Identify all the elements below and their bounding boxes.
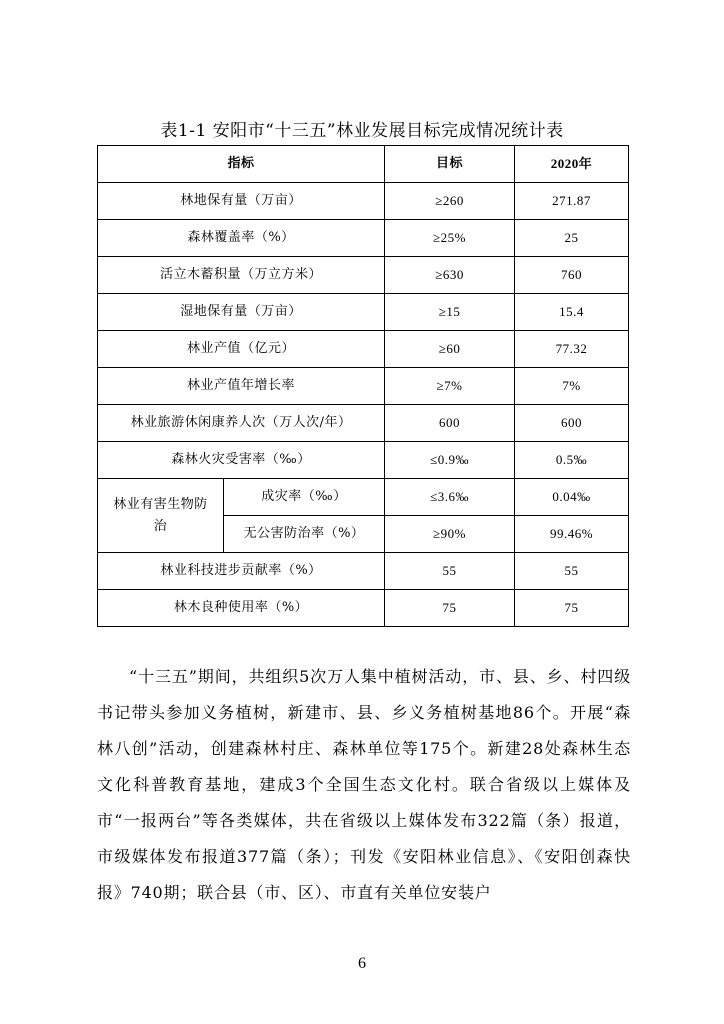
indicator-cell: 林地保有量（万亩） (98, 183, 385, 220)
table-header-row (98, 146, 629, 183)
target-cell: ≥90% (385, 516, 515, 553)
target-cell: ≥260 (385, 183, 515, 220)
table-row (98, 331, 629, 368)
indicator-cell: 森林覆盖率（%） (98, 220, 385, 257)
actual-cell: 25 (515, 220, 629, 257)
actual-cell: 99.46% (515, 516, 629, 553)
indicator-cell: 林业产值年增长率 (98, 368, 385, 405)
target-cell: ≥15 (385, 294, 515, 331)
target-cell: ≤3.6‰ (385, 479, 515, 516)
actual-cell: 600 (515, 405, 629, 442)
target-cell: ≥60 (385, 331, 515, 368)
indicator-cell: 林业旅游休闲康养人次（万人次/年） (98, 405, 385, 442)
header-2020: 2020年 (515, 146, 629, 183)
body-paragraph: “十三五”期间，共组织5次万人集中植树活动，市、县、乡、村四级书记带头参加义务植树，新建市、县、乡义务植树基地86个。开展“森林八创”活动，创建森林村庄、森林单位等175个。新建28处森林生态文化科普教育基地，建成3个全国生态文化村。联合省级以上媒体及市“一报两台”等各类媒体，共在省级以上媒体发布322篇（条）报道，市级媒体发布报道377篇（条）；刊发《安阳林业信息》、《安阳创森快报》740期；联合县（市、区）、市直有关单位安装户 (97, 667, 631, 902)
actual-cell: 55 (515, 553, 629, 590)
group-label-cell: 林业有害生物防治 (98, 479, 224, 553)
forestry-stats-table (97, 145, 629, 627)
indicator-cell: 活立木蓄积量（万立方米） (98, 257, 385, 294)
table-row (98, 442, 629, 479)
target-cell: ≥25% (385, 220, 515, 257)
indicator-cell: 林业科技进步贡献率（%） (98, 553, 385, 590)
table-row (98, 405, 629, 442)
actual-cell: 15.4 (515, 294, 629, 331)
target-cell: ≥7% (385, 368, 515, 405)
table-row (98, 553, 629, 590)
table-row (98, 183, 629, 220)
target-cell: 75 (385, 590, 515, 627)
page-number: 6 (358, 955, 366, 972)
indicator-cell: 森林火灾受害率（‰） (98, 442, 385, 479)
sub-indicator-cell: 成灾率（‰） (224, 479, 385, 516)
actual-cell: 271.87 (515, 183, 629, 220)
target-cell: 600 (385, 405, 515, 442)
actual-cell: 77.32 (515, 331, 629, 368)
actual-cell: 75 (515, 590, 629, 627)
actual-cell: 7% (515, 368, 629, 405)
target-cell: ≥630 (385, 257, 515, 294)
table-row (98, 294, 629, 331)
table-row (98, 479, 629, 516)
actual-cell: 0.5‰ (515, 442, 629, 479)
table-row (98, 257, 629, 294)
indicator-cell: 林木良种使用率（%） (98, 590, 385, 627)
indicator-cell: 林业产值（亿元） (98, 331, 385, 368)
table-row (98, 368, 629, 405)
table-row (98, 220, 629, 257)
sub-indicator-cell: 无公害防治率（%） (224, 516, 385, 553)
target-cell: ≤0.9‰ (385, 442, 515, 479)
actual-cell: 760 (515, 257, 629, 294)
table-caption: 表1-1 安阳市“十三五”林业发展目标完成情况统计表 (160, 121, 564, 141)
indicator-cell: 湿地保有量（万亩） (98, 294, 385, 331)
header-indicator: 指标 (98, 146, 385, 183)
actual-cell: 0.04‰ (515, 479, 629, 516)
header-target: 目标 (385, 146, 515, 183)
target-cell: 55 (385, 553, 515, 590)
table-row (98, 590, 629, 627)
